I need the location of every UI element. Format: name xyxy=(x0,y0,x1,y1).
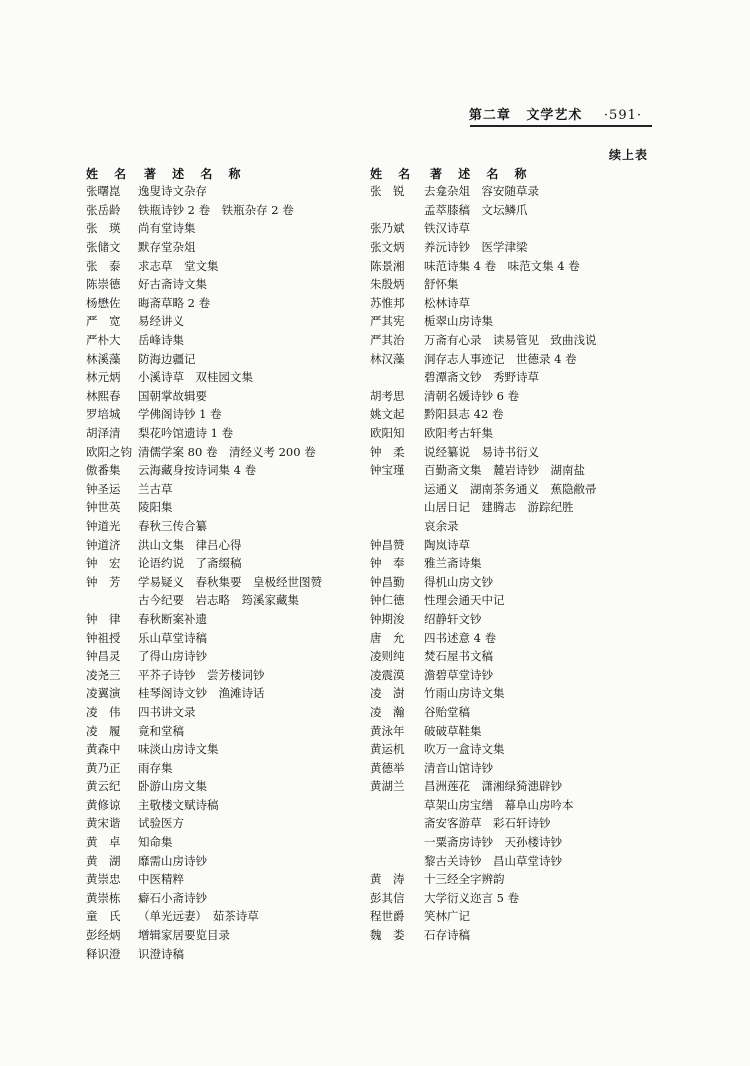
work-titles: 黔阳县志 42 卷 xyxy=(424,407,504,422)
table-row xyxy=(370,610,670,629)
author-name: 杨懋佐 xyxy=(86,295,121,310)
table-row xyxy=(370,721,670,740)
table-row xyxy=(370,554,670,573)
work-titles: 哀余录 xyxy=(424,518,459,533)
author-name: 罗培城 xyxy=(86,407,121,422)
table-row xyxy=(370,312,670,331)
work-titles: 说经纂说 易诗书衍义 xyxy=(424,444,539,459)
work-titles: 好古斋诗文集 xyxy=(138,277,207,292)
table-row xyxy=(86,944,426,963)
work-titles: 易经讲义 xyxy=(138,314,184,329)
work-titles: 增辑家居要览目录 xyxy=(138,928,230,943)
table-row xyxy=(370,758,670,777)
author-name: 钟仁德 xyxy=(370,593,405,608)
author-name: 钟 宏 xyxy=(86,556,121,571)
work-titles: 欧阳考古轩集 xyxy=(424,426,493,441)
work-titles: 靡需山房诗钞 xyxy=(138,853,207,868)
work-titles: 一粟斋房诗钞 天孙楼诗钞 xyxy=(424,835,562,850)
work-titles: 求志草 堂文集 xyxy=(138,258,219,273)
author-name: 黄德举 xyxy=(370,760,405,775)
work-titles: 春秋三传合纂 xyxy=(138,518,207,533)
author-name: 黄泳年 xyxy=(370,723,405,738)
author-name: 凌 澍 xyxy=(370,686,405,701)
author-name: 严其宪 xyxy=(370,314,405,329)
author-name: 黄 涛 xyxy=(370,872,405,887)
table-row xyxy=(370,480,670,499)
author-name: 朱殷炳 xyxy=(370,277,405,292)
author-name: 彭经炳 xyxy=(86,928,121,943)
table-row xyxy=(370,628,670,647)
work-titles: 知命集 xyxy=(138,835,173,850)
page-number: ·591· xyxy=(603,108,642,123)
work-titles: 平芥子诗钞 尝芳楼词钞 xyxy=(138,667,265,682)
work-header: 著 述 名 称 xyxy=(144,166,247,181)
table-row xyxy=(370,368,670,387)
author-name: 钟世英 xyxy=(86,500,121,515)
author-name: 林溪藻 xyxy=(86,351,121,366)
author-name: 张 泰 xyxy=(86,258,121,273)
work-titles: 四书讲文录 xyxy=(138,704,196,719)
table-row xyxy=(370,256,670,275)
work-titles: 癖石小斋诗钞 xyxy=(138,890,207,905)
author-name: 林汉藻 xyxy=(370,351,405,366)
work-titles: 破破草鞋集 xyxy=(424,723,482,738)
author-name: 欧阳知 xyxy=(370,426,405,441)
table-row xyxy=(370,387,670,406)
work-titles: 谷贻堂稿 xyxy=(424,704,470,719)
author-name: 钟 律 xyxy=(86,611,121,626)
table-row xyxy=(370,665,670,684)
work-titles: 逸叟诗文杂存 xyxy=(138,184,207,199)
author-name: 欧阳之钧 xyxy=(86,444,132,459)
author-name: 黄 卓 xyxy=(86,835,121,850)
work-titles: 默存堂杂俎 xyxy=(138,240,196,255)
work-titles: 去龛杂俎 容安随草录 xyxy=(424,184,539,199)
work-titles: 国朝掌故辑要 xyxy=(138,388,207,403)
work-titles: 防海边疆记 xyxy=(138,351,196,366)
table-row xyxy=(370,331,670,350)
author-name: 姚文起 xyxy=(370,407,405,422)
work-titles: 洞存志人事迹记 世德录 4 卷 xyxy=(424,351,577,366)
author-name: 胡考思 xyxy=(370,388,405,403)
work-titles: 大学衍义迩言 5 卷 xyxy=(424,890,520,905)
header-rule xyxy=(470,125,652,127)
table-row xyxy=(370,647,670,666)
name-header: 姓 名 xyxy=(370,166,417,181)
work-titles: 草架山房宝缮 幕阜山房吟本 xyxy=(424,797,574,812)
work-titles: 洪山文集 律吕心得 xyxy=(138,537,242,552)
table-row xyxy=(370,442,670,461)
work-titles: 雨存集 xyxy=(138,760,173,775)
table-row xyxy=(370,777,670,796)
author-name: 凌震漠 xyxy=(370,667,405,682)
work-titles: 松林诗草 xyxy=(424,295,470,310)
work-titles: 清朝名媛诗钞 6 卷 xyxy=(424,388,520,403)
work-titles: 石存诗稿 xyxy=(424,928,470,943)
work-titles: 味淡山房诗文集 xyxy=(138,742,219,757)
table-row xyxy=(370,796,670,815)
author-name: 钟 柔 xyxy=(370,444,405,459)
table-row xyxy=(370,591,670,610)
table-row xyxy=(370,498,670,517)
author-name: 凌 履 xyxy=(86,723,121,738)
author-name: 黄崇栋 xyxy=(86,890,121,905)
work-titles: 铁汉诗草 xyxy=(424,221,470,236)
table-row xyxy=(370,814,670,833)
work-titles: 识澄诗稿 xyxy=(138,946,184,961)
table-row xyxy=(370,294,670,313)
author-name: 钟昌勤 xyxy=(370,574,405,589)
work-titles: 性理会通天中记 xyxy=(424,593,505,608)
work-titles: 试验医方 xyxy=(138,816,184,831)
author-name: 张文炳 xyxy=(370,240,405,255)
author-name: 张曙崑 xyxy=(86,184,121,199)
work-titles: 中医精粹 xyxy=(138,872,184,887)
author-name: 张储文 xyxy=(86,240,121,255)
table-row xyxy=(370,889,670,908)
work-titles: 乐山草堂诗稿 xyxy=(138,630,207,645)
work-titles: 昌洲莲花 潇湘绿猗漶辟钞 xyxy=(424,779,562,794)
author-name: 钟圣运 xyxy=(86,481,121,496)
author-name: 凌翼演 xyxy=(86,686,121,701)
author-name: 黄森中 xyxy=(86,742,121,757)
table-row xyxy=(370,517,670,536)
author-name: 黄 湖 xyxy=(86,853,121,868)
work-titles: 山居日记 建腾志 游踪纪胜 xyxy=(424,500,574,515)
work-titles: 梨花吟馆遗诗 1 卷 xyxy=(138,426,234,441)
table-row xyxy=(370,349,670,368)
work-titles: 绍静轩文钞 xyxy=(424,611,482,626)
author-name: 钟期浚 xyxy=(370,611,405,626)
author-name: 钟昌灵 xyxy=(86,649,121,664)
chapter-title: 文学艺术 xyxy=(526,108,583,123)
table-row xyxy=(370,201,670,220)
chapter-label: 第二章 xyxy=(468,108,511,123)
work-titles: 运通义 湖南茶务通义 蕉隐敝帚 xyxy=(424,481,597,496)
work-titles: 碧潭斋文钞 秀野诗草 xyxy=(424,370,539,385)
table-row xyxy=(370,833,670,852)
author-name: 凌则纯 xyxy=(370,649,405,664)
work-titles: 学易疑义 春秋集要 皇极经世图赞 xyxy=(138,574,322,589)
work-titles: 斋安客游草 彩石轩诗钞 xyxy=(424,816,551,831)
work-titles: 尚有堂诗集 xyxy=(138,221,196,236)
work-titles: 清儒学案 80 卷 清经义考 200 卷 xyxy=(138,444,316,459)
author-name: 严朴大 xyxy=(86,333,121,348)
work-titles: 云海藏身按诗词集 4 卷 xyxy=(138,463,257,478)
work-titles: 陵阳集 xyxy=(138,500,173,515)
author-name: 胡泽清 xyxy=(86,426,121,441)
work-titles: 陶岚诗草 xyxy=(424,537,470,552)
author-name: 黄修谅 xyxy=(86,797,121,812)
author-name: 张岳龄 xyxy=(86,202,121,217)
table-row xyxy=(370,740,670,759)
work-titles: 百勤斋文集 麓岩诗钞 湖南盐 xyxy=(424,463,585,478)
work-titles: 主敬楼文赋诗稿 xyxy=(138,797,219,812)
work-titles: 卧游山房文集 xyxy=(138,779,207,794)
author-name: 林熙春 xyxy=(86,388,121,403)
work-titles: 兰古草 xyxy=(138,481,173,496)
author-name: 钟 芳 xyxy=(86,574,121,589)
author-name: 凌 伟 xyxy=(86,704,121,719)
table-row xyxy=(370,275,670,294)
table-row xyxy=(370,405,670,424)
right-column xyxy=(370,164,670,944)
table-row xyxy=(370,535,670,554)
author-name: 凌尧三 xyxy=(86,667,121,682)
name-header: 姓 名 xyxy=(86,166,133,181)
table-row xyxy=(370,238,670,257)
author-name: 陈崇德 xyxy=(86,277,121,292)
author-name: 黄运机 xyxy=(370,742,405,757)
work-header: 著 述 名 称 xyxy=(430,166,533,181)
author-name: 黄湖兰 xyxy=(370,779,405,794)
work-titles: 桂琴阁诗文钞 渔滩诗话 xyxy=(138,686,265,701)
author-name: 钟道济 xyxy=(86,537,121,552)
author-name: 钟宝瑾 xyxy=(370,463,405,478)
author-name: 严 宽 xyxy=(86,314,121,329)
work-titles: 古今纪要 岩志略 筠溪家藏集 xyxy=(138,593,299,608)
author-name: 黄宋谐 xyxy=(86,816,121,831)
work-titles: 笑林广记 xyxy=(424,909,470,924)
work-titles: 铁瓶诗钞 2 卷 铁瓶杂存 2 卷 xyxy=(138,202,294,217)
author-name: 钟 奉 xyxy=(370,556,405,571)
work-titles: 竹雨山房诗文集 xyxy=(424,686,505,701)
work-titles: 竟和堂稿 xyxy=(138,723,184,738)
table-row xyxy=(370,926,670,945)
author-name: 张乃斌 xyxy=(370,221,405,236)
author-name: 张 瑛 xyxy=(86,221,121,236)
author-name: 林元炳 xyxy=(86,370,121,385)
continued-label: 续上表 xyxy=(608,148,648,162)
table-row xyxy=(370,684,670,703)
work-titles: 岳峰诗集 xyxy=(138,333,184,348)
table-row xyxy=(370,572,670,591)
work-titles: 栀翠山房诗集 xyxy=(424,314,493,329)
table-row xyxy=(370,182,670,201)
work-titles: 四书述意 4 卷 xyxy=(424,630,497,645)
author-name: 苏惟邦 xyxy=(370,295,405,310)
work-titles: 雅兰斋诗集 xyxy=(424,556,482,571)
author-name: 唐 允 xyxy=(370,630,405,645)
author-name: 凌 瀚 xyxy=(370,704,405,719)
author-name: 魏 娄 xyxy=(370,928,405,943)
author-name: 张 锐 xyxy=(370,184,405,199)
work-titles: （单光远妻） 茹茶诗草 xyxy=(138,909,259,924)
author-name: 黄崇忠 xyxy=(86,872,121,887)
work-titles: 舒怀集 xyxy=(424,277,459,292)
work-titles: 焚石屋书文稿 xyxy=(424,649,493,664)
work-titles: 了得山房诗钞 xyxy=(138,649,207,664)
author-name: 彭其信 xyxy=(370,890,405,905)
work-titles: 得机山房文钞 xyxy=(424,574,493,589)
work-titles: 吹万一盒诗文集 xyxy=(424,742,505,757)
author-name: 黄乃正 xyxy=(86,760,121,775)
work-titles: 小溪诗草 双桂园文集 xyxy=(138,370,253,385)
work-titles: 学佛阁诗钞 1 卷 xyxy=(138,407,222,422)
work-titles: 晦斋草略 2 卷 xyxy=(138,295,211,310)
table-row xyxy=(370,907,670,926)
table-row xyxy=(370,424,670,443)
author-name: 钟祖授 xyxy=(86,630,121,645)
author-name: 黄云纪 xyxy=(86,779,121,794)
table-row xyxy=(370,219,670,238)
work-titles: 养沅诗钞 医学津梁 xyxy=(424,240,528,255)
work-titles: 万斋有心录 读易管见 致曲浅说 xyxy=(424,333,597,348)
author-name: 严其治 xyxy=(370,333,405,348)
table-row xyxy=(370,870,670,889)
author-name: 程世爵 xyxy=(370,909,405,924)
work-titles: 味范诗集 4 卷 味范文集 4 卷 xyxy=(424,258,580,273)
table-row xyxy=(370,703,670,722)
table-row xyxy=(370,461,670,480)
author-name: 钟昌赞 xyxy=(370,537,405,552)
table-header xyxy=(370,164,670,182)
author-name: 陈景湘 xyxy=(370,258,405,273)
work-titles: 黎古关诗钞 昌山草堂诗钞 xyxy=(424,853,562,868)
author-name: 童 氏 xyxy=(86,909,121,924)
author-name: 释识澄 xyxy=(86,946,121,961)
work-titles: 论语约说 了斋缀稿 xyxy=(138,556,242,571)
work-titles: 春秋断案补遗 xyxy=(138,611,207,626)
running-header xyxy=(469,104,642,123)
table-row xyxy=(370,851,670,870)
work-titles: 澹碧草堂诗钞 xyxy=(424,667,493,682)
author-name: 傲番集 xyxy=(86,463,121,478)
work-titles: 十三经全字辨韵 xyxy=(424,872,505,887)
work-titles: 孟萃膝稿 文坛鳞爪 xyxy=(424,202,528,217)
author-name: 钟道光 xyxy=(86,518,121,533)
work-titles: 清音山馆诗钞 xyxy=(424,760,493,775)
